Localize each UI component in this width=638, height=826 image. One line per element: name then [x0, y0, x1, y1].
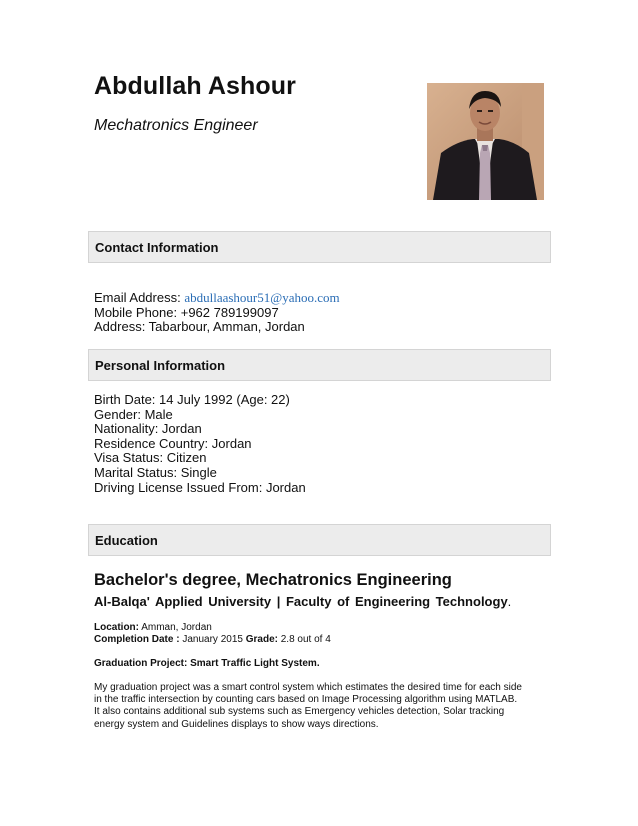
email-link[interactable]: abdullaashour51@yahoo.com: [184, 290, 340, 305]
contact-section-header: [88, 231, 551, 263]
personal-section-title: Personal Information: [95, 358, 226, 373]
personal-line: Nationality: Jordan: [94, 421, 202, 437]
personal-line: Marital Status: Single: [94, 464, 217, 480]
location-row: [94, 622, 212, 634]
university-name: Al-Balqa' Applied University | Faculty of Engineering Technology: [94, 594, 508, 609]
profile-photo-icon: [427, 83, 544, 200]
description-line: in the traffic intersection by counting cars based on Image Processing algorithm using MATLAB.: [94, 694, 518, 706]
grade-label: Grade:: [245, 634, 278, 645]
personal-details: [94, 393, 306, 495]
project-description: [94, 682, 554, 731]
profile-photo: [427, 83, 544, 200]
contact-section-title: Contact Information: [95, 240, 219, 255]
education-section-header: [88, 524, 551, 556]
phone-row: Mobile Phone: +962 789199097: [94, 304, 279, 320]
personal-line: Residence Country: Jordan: [94, 435, 252, 451]
personal-line: Gender: Male: [94, 406, 173, 422]
university-dot: .: [507, 594, 512, 609]
candidate-title: Mechatronics Engineer: [94, 117, 258, 134]
personal-section-header: [88, 349, 551, 381]
personal-line: Visa Status: Citizen: [94, 450, 207, 466]
personal-line: Driving License Issued From: Jordan: [94, 479, 306, 495]
project-title: [94, 658, 320, 670]
address-row: Address: Tabarbour, Amman, Jordan: [94, 319, 305, 335]
university-line: [94, 594, 511, 609]
location-label: Location:: [94, 622, 139, 633]
email-label: Email Address:: [94, 290, 185, 305]
contact-details: [94, 291, 340, 335]
project-title-text: Graduation Project: Smart Traffic Light System.: [94, 658, 320, 669]
degree-title: Bachelor's degree, Mechatronics Engineering: [94, 571, 452, 589]
email-row: [94, 291, 340, 306]
completion-row: [94, 634, 331, 646]
candidate-name: Abdullah Ashour: [94, 72, 296, 100]
description-line: It also contains additional sub systems such as Emergency vehicles detection, Solar tracking: [94, 706, 505, 718]
education-section-title: Education: [95, 533, 158, 548]
personal-line: Birth Date: 14 July 1992 (Age: 22): [94, 392, 290, 407]
completion-label: Completion Date :: [94, 634, 180, 645]
description-line: energy system and Guidelines displays to show ways directions.: [94, 718, 379, 730]
location-value: Amman, Jordan: [139, 622, 212, 633]
completion-value: January 2015: [179, 634, 246, 645]
description-line: My graduation project was a smart control system which estimates the desired time for each side: [94, 682, 522, 693]
grade-value: 2.8 out of 4: [277, 634, 331, 645]
